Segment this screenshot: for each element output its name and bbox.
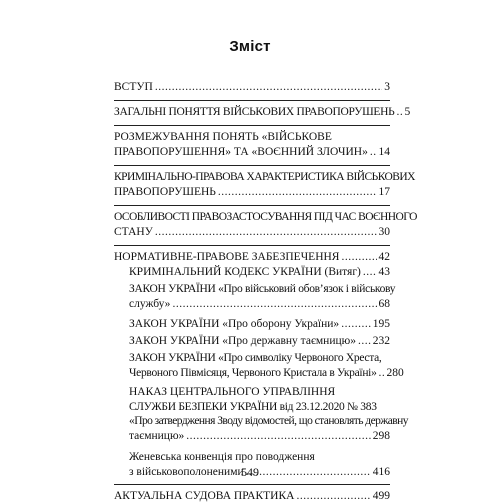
toc-entry-regulatory[interactable] <box>114 250 390 265</box>
leader-dots <box>370 145 377 160</box>
toc-entry-title: ВСТУП <box>114 81 153 93</box>
toc-entry-title-cont: Червоного Півмісяця, Червоного Кристала в Україні» <box>129 366 377 379</box>
toc-page-number: 43 <box>378 266 390 278</box>
page-title: Зміст <box>229 38 271 55</box>
toc-entry-title: ЗАКОН УКРАЇНИ «Про військовий обов’язок і військову <box>129 283 396 295</box>
toc-entry-title: ЗАКОН УКРАЇНИ «Про оборону України» <box>129 318 340 330</box>
leader-dots <box>341 317 371 332</box>
toc-subentry-criminal-code[interactable] <box>129 265 390 280</box>
divider <box>114 125 390 126</box>
leader-dots <box>218 185 377 200</box>
leader-dots <box>296 489 370 504</box>
divider <box>114 245 390 246</box>
leader-dots <box>172 297 376 312</box>
toc-entry-title-cont: ПРАВОПОРУШЕННЯ» ТА «ВОЄННИЙ ЗЛОЧИН» <box>114 145 368 158</box>
toc-entry-title: КРИМІНАЛЬНИЙ КОДЕКС УКРАЇНИ (Витяг) <box>129 266 361 278</box>
toc-entry-title: ЗАКОН УКРАЇНИ «Про символіку Червоного Хреста, <box>129 352 382 364</box>
toc-entry-title-cont: ПРАВОПОРУШЕНЬ <box>114 185 216 198</box>
leader-dots <box>363 265 377 280</box>
toc-entry-distinction[interactable] <box>114 130 390 159</box>
toc-page-number: 298 <box>372 429 390 442</box>
toc-page-number: 280 <box>386 366 404 379</box>
toc-subentry-military-duty-law[interactable] <box>129 282 396 311</box>
leader-dots <box>155 225 377 240</box>
toc-entry-title: ЗАКОН УКРАЇНИ «Про державну таємницю» <box>129 335 356 347</box>
toc-entry-title: ЗАГАЛЬНІ ПОНЯТТЯ ВІЙСЬКОВИХ ПРАВОПОРУШЕНЬ <box>114 106 395 118</box>
toc-entry-title: АКТУАЛЬНА СУДОВА ПРАКТИКА <box>114 490 295 502</box>
divider <box>114 205 390 206</box>
toc-page-number: 14 <box>378 145 390 158</box>
toc-entry-martial-law[interactable] <box>114 210 417 239</box>
toc-entry-title: НОРМАТИВНЕ-ПРАВОВЕ ЗАБЕЗПЕЧЕННЯ <box>114 251 340 263</box>
toc-entry-criminal-characteristics[interactable] <box>114 170 415 199</box>
toc-page-number: 68 <box>378 297 390 310</box>
toc-entry-general-concepts[interactable] <box>114 105 411 120</box>
toc-subentry-state-secret-law[interactable] <box>129 334 390 349</box>
toc-entry-title: НАКАЗ ЦЕНТРАЛЬНОГО УПРАВЛІННЯ <box>129 386 336 398</box>
toc-entry-intro[interactable] <box>114 80 390 95</box>
toc-entry-title: КРИМІНАЛЬНО-ПРАВОВА ХАРАКТЕРИСТИКА ВІЙСЬКОВИХ <box>114 171 415 183</box>
toc-subentry-defense-law[interactable] <box>129 317 390 332</box>
toc-entry-title: РОЗМЕЖУВАННЯ ПОНЯТЬ «ВІЙСЬКОВЕ <box>114 131 332 143</box>
toc-subentry-sbu-order[interactable] <box>129 385 408 443</box>
toc-entry-title-cont: службу» <box>129 297 171 310</box>
toc-entry-title: Женевська конвенція про поводження <box>129 451 315 463</box>
divider <box>114 100 390 101</box>
leader-dots <box>341 250 376 265</box>
toc-entry-title-cont: СЛУЖБИ БЕЗПЕКИ УКРАЇНИ від 23.12.2020 № 383 <box>129 400 377 413</box>
toc-page-number: 195 <box>372 318 390 330</box>
divider <box>114 484 390 485</box>
toc-page-number: 42 <box>378 251 390 263</box>
leader-dots <box>186 429 370 444</box>
page-number: 549 <box>241 465 259 479</box>
leader-dots <box>155 80 382 95</box>
leader-dots <box>396 105 402 120</box>
toc-page-number: 5 <box>404 106 411 118</box>
toc-entry-title-cont: СТАНУ <box>114 225 153 238</box>
leader-dots <box>358 334 371 349</box>
divider <box>114 165 390 166</box>
leader-dots <box>379 366 385 381</box>
toc-page-number: 17 <box>378 185 390 198</box>
toc-page-number: 416 <box>372 465 390 478</box>
toc-page-number: 3 <box>384 81 390 93</box>
toc-entry-case-law[interactable] <box>114 489 390 504</box>
toc-page-number: 30 <box>378 225 390 238</box>
toc-entry-title-cont: «Про затвердження Зводу відомостей, що становлять державну <box>129 415 408 427</box>
toc-page-number: 499 <box>372 490 390 502</box>
toc-entry-title-cont: з військовополоненими <box>129 465 244 478</box>
toc-entry-title-cont: таємницю» <box>129 429 185 442</box>
toc-page-number: 232 <box>372 335 390 347</box>
toc-entry-title: ОСОБЛИВОСТІ ПРАВОЗАСТОСУВАННЯ ПІД ЧАС ВОЄННОГО <box>114 211 417 223</box>
toc-subentry-red-cross-law[interactable] <box>129 351 404 380</box>
